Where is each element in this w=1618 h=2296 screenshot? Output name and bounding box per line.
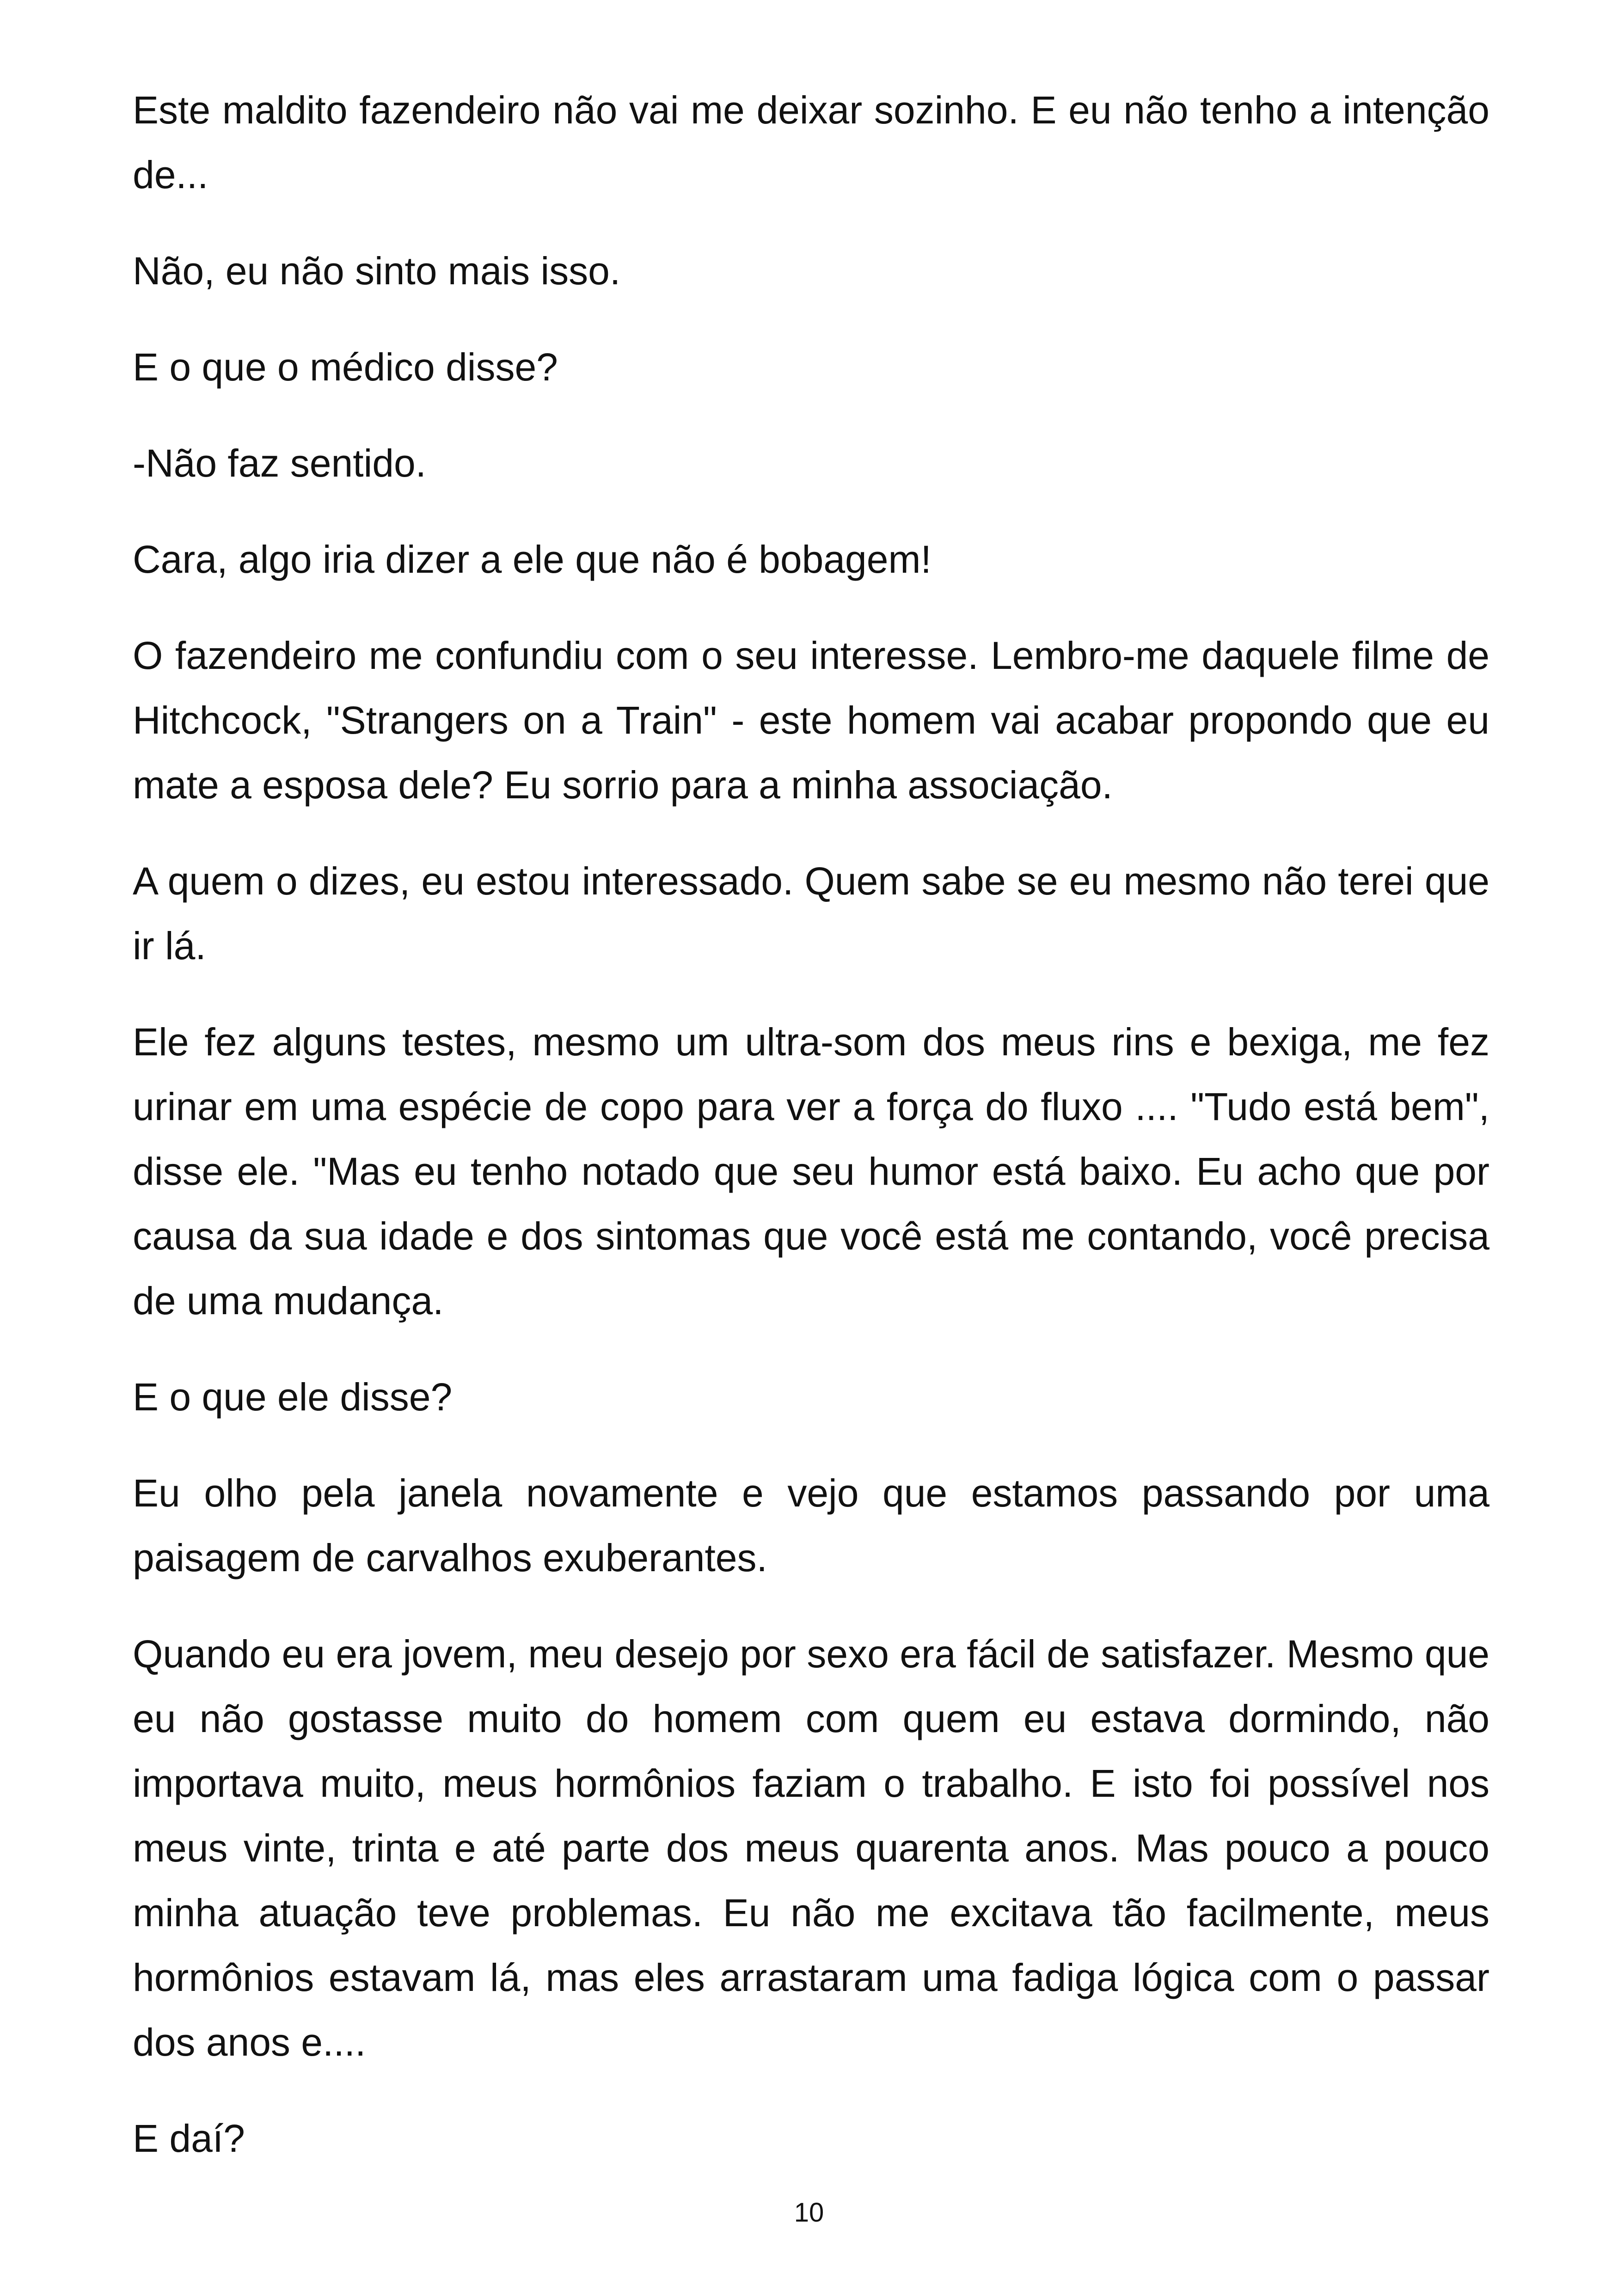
paragraph: Cara, algo iria dizer a ele que não é bobagem! xyxy=(133,538,932,581)
paragraph: Não, eu não sinto mais isso. xyxy=(133,249,621,293)
page-number: 10 xyxy=(794,2198,824,2228)
paragraph: O fazendeiro me confundiu com o seu interesse. Lembro-me daquele filme de Hitchcock, "Strangers on a Train" - este homem vai acabar propondo que eu mate a esposa dele? Eu sorrio para a minha associação. xyxy=(133,634,1489,807)
paragraph: E o que ele disse? xyxy=(133,1375,453,1419)
paragraph: Quando eu era jovem, meu desejo por sexo era fácil de satisfazer. Mesmo que eu não gostasse muito do homem com quem eu estava dormindo, não importava muito, meus hormônios faziam o trabalho. E isto foi possível nos meus vinte, trinta e até parte dos meus quarenta anos. Mas pouco a pouco minha atuação teve problemas. Eu não me excitava tão facilmente, meus hormônios estavam lá, mas eles arrastaram uma fadiga lógica com o passar dos anos e.... xyxy=(133,1632,1489,2064)
paragraph: A quem o dizes, eu estou interessado. Quem sabe se eu mesmo não terei que ir lá. xyxy=(133,859,1489,967)
body-text xyxy=(133,78,1489,2202)
paragraph: E daí? xyxy=(133,2117,245,2160)
paragraph: -Não faz sentido. xyxy=(133,441,427,485)
paragraph: Eu olho pela janela novamente e vejo que estamos passando por uma paisagem de carvalhos exuberantes. xyxy=(133,1471,1489,1580)
paragraph: Este maldito fazendeiro não vai me deixar sozinho. E eu não tenho a intenção de... xyxy=(133,88,1489,196)
paragraph: E o que o médico disse? xyxy=(133,345,558,389)
paragraph: Ele fez alguns testes, mesmo um ultra-som dos meus rins e bexiga, me fez urinar em uma espécie de copo para ver a força do fluxo .... "Tudo está bem", disse ele. "Mas eu tenho notado que seu humor está baixo. Eu acho que por causa da sua idade e dos sintomas que você está me contando, você precisa de uma mudança. xyxy=(133,1020,1489,1322)
